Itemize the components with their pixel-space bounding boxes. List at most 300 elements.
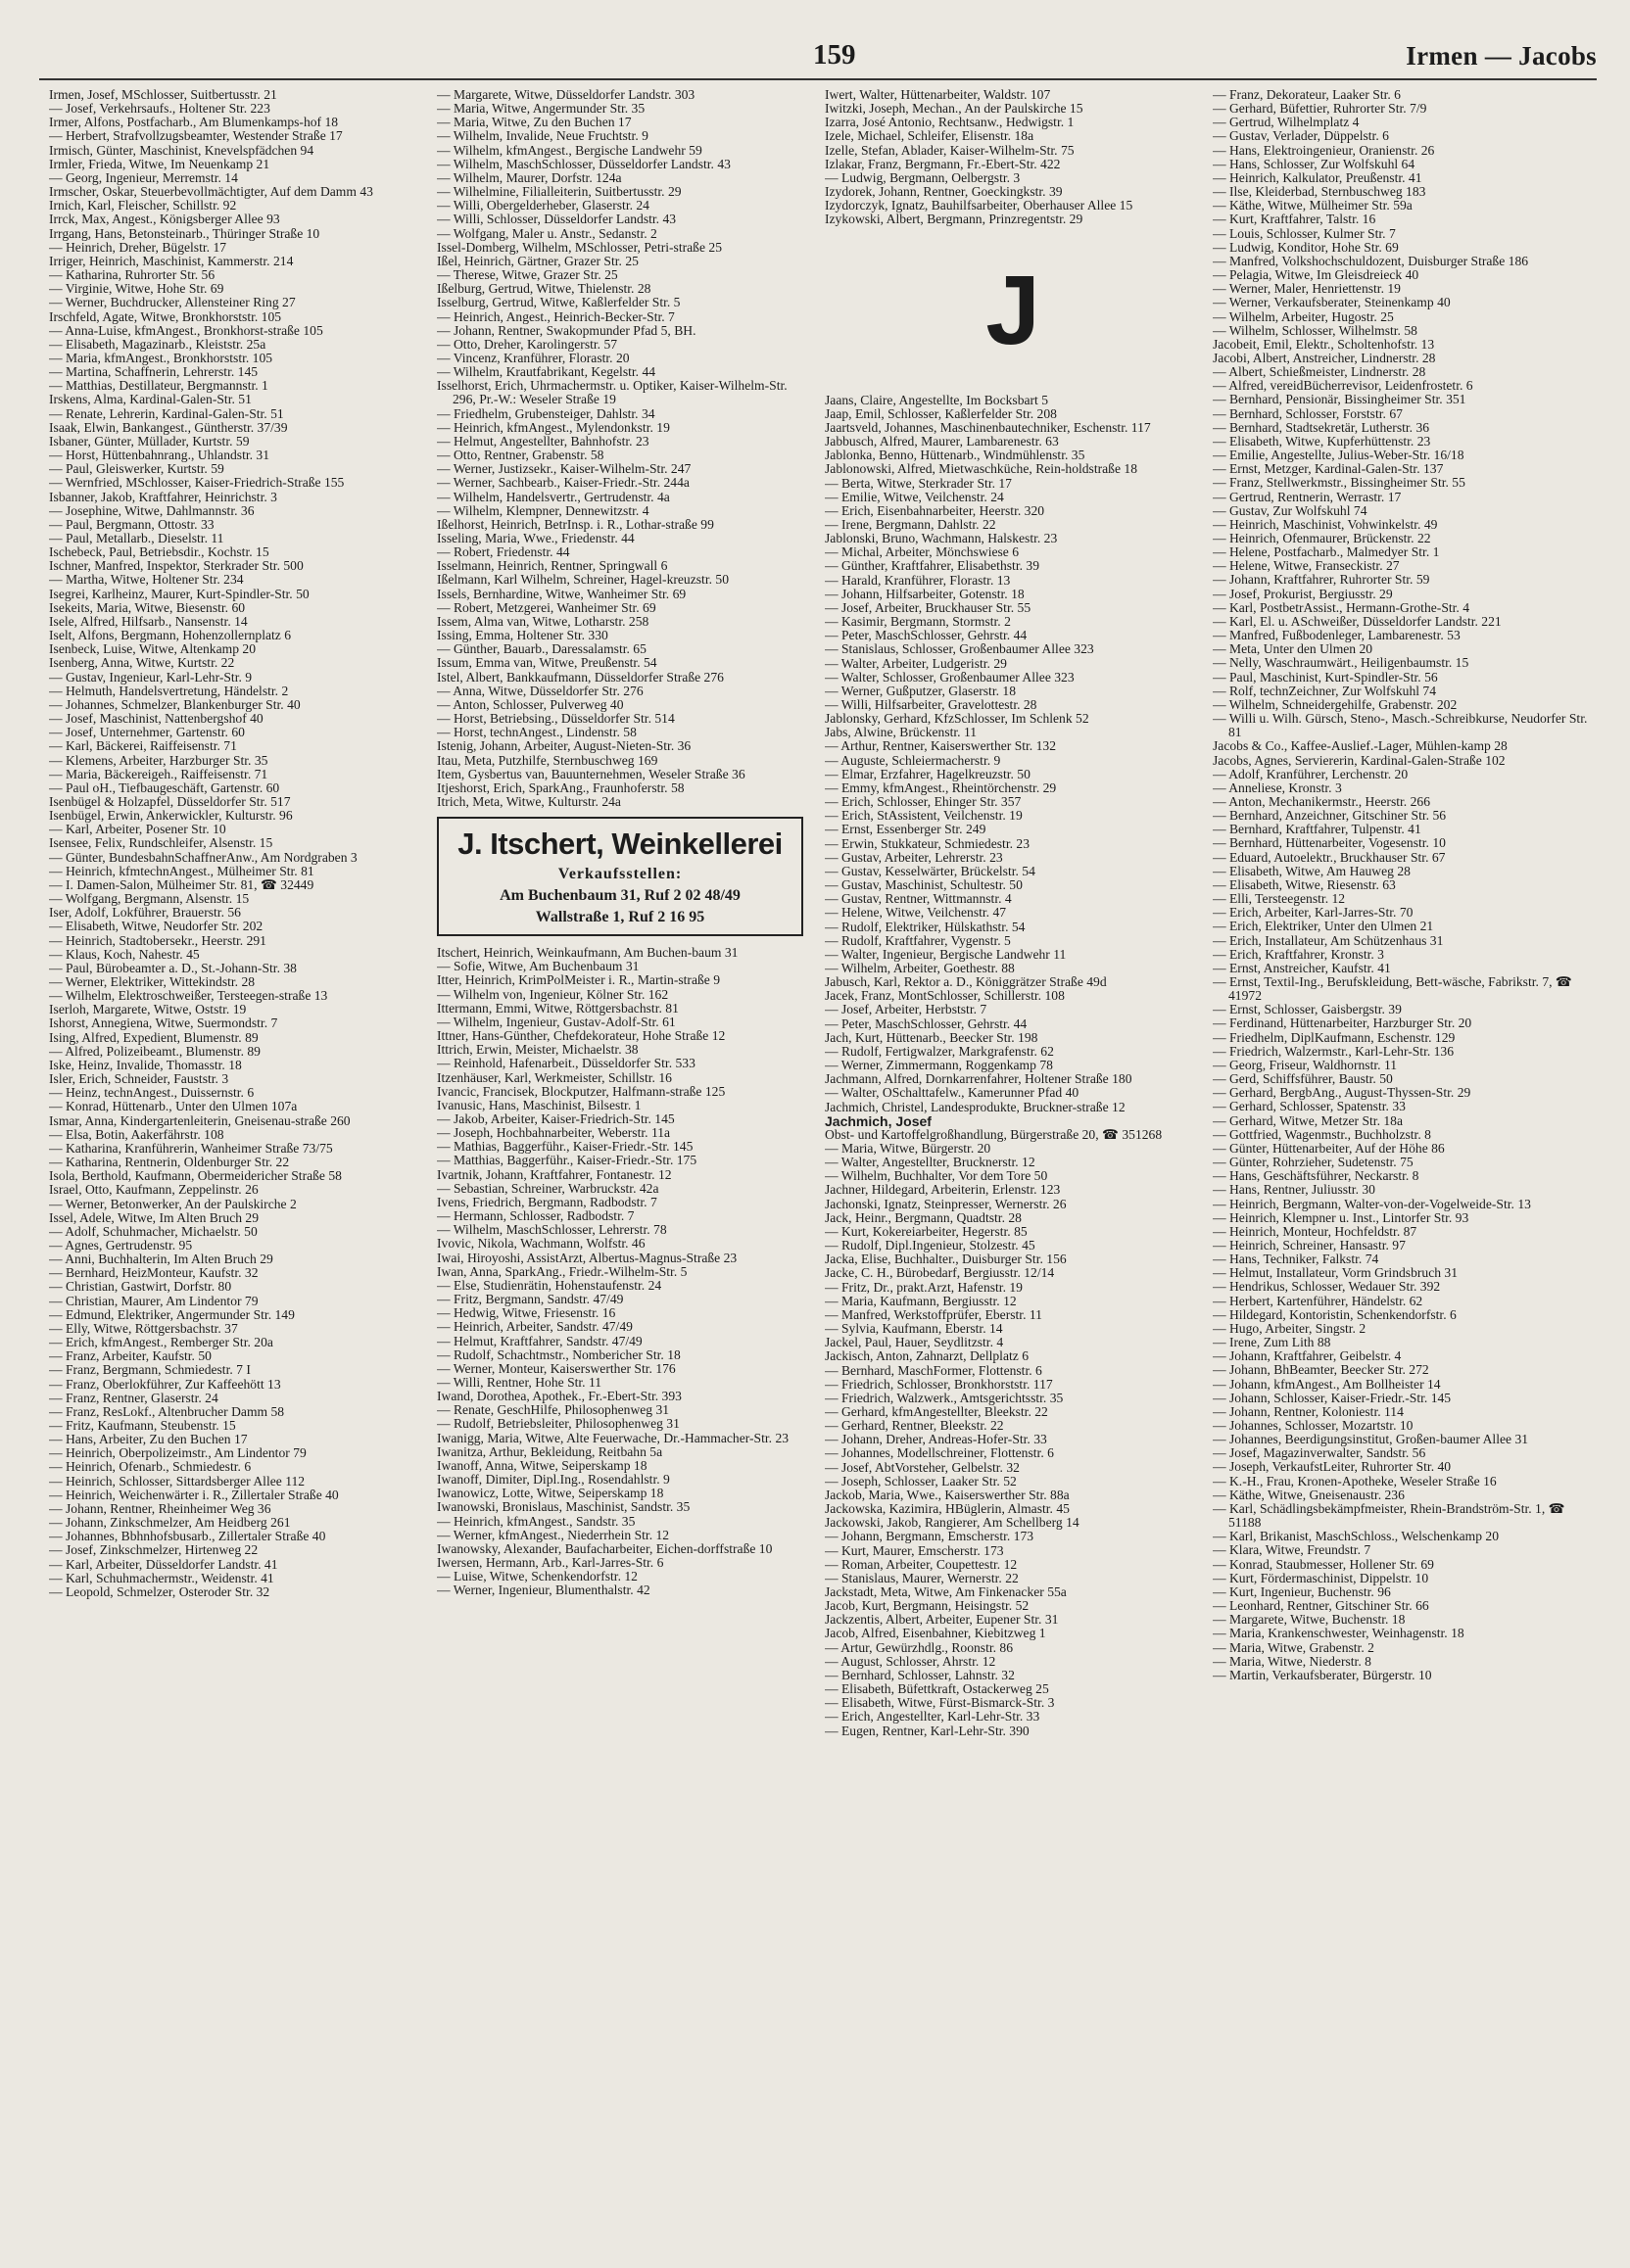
directory-entry: Isele, Alfred, Hilfsarb., Nansenstr. 14 <box>49 613 248 629</box>
directory-entry: — Harald, Kranführer, Florastr. 13 <box>825 572 1011 588</box>
directory-entry: — Werner, Elektriker, Wittekindstr. 28 <box>49 974 256 989</box>
directory-entry: — Walter, Schlosser, Großenbaumer Allee 323 <box>825 669 1075 685</box>
directory-entry: — Helmuth, Handelsvertretung, Händelstr. 2 <box>49 683 289 698</box>
directory-entry: — Karl, Schädlingsbekämpfmeister, Rhein-Brandström-Str. 1, ☎ 51188 <box>1213 1500 1565 1531</box>
directory-entry: — Erich, Angestellter, Karl-Lehr-Str. 33 <box>825 1709 1040 1725</box>
directory-entry: — Hans, Elektroingenieur, Oranienstr. 26 <box>1213 142 1435 158</box>
directory-entry: — Hans, Geschäftsführer, Neckarstr. 8 <box>1213 1168 1419 1184</box>
directory-entry: — Robert, Friedenstr. 44 <box>437 544 570 560</box>
directory-entry: — Franz, ResLokf., Altenbrucher Damm 58 <box>49 1403 285 1419</box>
directory-entry: Jackstadt, Meta, Witwe, Am Finkenacker 55a <box>825 1584 1067 1599</box>
directory-entry: Iserloh, Margarete, Witwe, Oststr. 19 <box>49 1002 247 1017</box>
directory-entry: Itter, Heinrich, KrimPolMeister i. R., Martin-straße 9 <box>437 972 721 988</box>
directory-entry: — Edmund, Elektriker, Angermunder Str. 149 <box>49 1306 295 1322</box>
directory-entry: — Günther, Bauarb., Daressalamstr. 65 <box>437 641 647 657</box>
directory-entry: Jacek, Franz, MontSchlosser, Schillerstr. 108 <box>825 988 1065 1004</box>
directory-entry: — Johann, BhBeamter, Beecker Str. 272 <box>1213 1362 1429 1378</box>
column-3-entries-bottom <box>825 1128 1201 1738</box>
directory-entry: Ivartnik, Johann, Kraftfahrer, Fontanestr. 12 <box>437 1166 672 1182</box>
directory-entry: Irnich, Karl, Fleischer, Schillstr. 92 <box>49 198 237 213</box>
directory-entry: — Heinrich, Ofenarb., Schmiedestr. 6 <box>49 1459 252 1475</box>
column-3-entries-mid <box>825 394 1201 1114</box>
directory-entry: Isselmann, Heinrich, Rentner, Springwall 6 <box>437 558 668 574</box>
directory-entry: — Anton, Schlosser, Pulverweg 40 <box>437 696 624 712</box>
directory-entry: Isler, Erich, Schneider, Fauststr. 3 <box>49 1071 229 1087</box>
directory-entry: — Willi, Obergelderheber, Glaserstr. 24 <box>437 198 649 213</box>
directory-entry: Isseling, Maria, Wwe., Friedenstr. 44 <box>437 531 635 545</box>
directory-entry: — Bernhard, Stadtsekretär, Lutherstr. 36 <box>1213 419 1430 435</box>
directory-entry: — Josef, Arbeiter, Herbststr. 7 <box>825 1002 987 1017</box>
directory-entry: — Joseph, Hochbahnarbeiter, Weberstr. 11a <box>437 1125 671 1141</box>
directory-entry: — Heinrich, Kalkulator, Preußenstr. 41 <box>1213 169 1422 185</box>
directory-entry: — Gustav, Ingenieur, Karl-Lehr-Str. 9 <box>49 669 253 685</box>
directory-entry: — Johann, Rentner, Koloniestr. 114 <box>1213 1403 1404 1419</box>
directory-entry: — Karl, El. u. ASchweißer, Düsseldorfer Landstr. 221 <box>1213 613 1502 629</box>
directory-entry: — Nelly, Waschraumwärt., Heiligenbaumstr. 15 <box>1213 655 1469 671</box>
directory-entry: — Käthe, Witwe, Mülheimer Str. 59a <box>1213 198 1413 213</box>
directory-entry: — Wilhelmine, Filialleiterin, Suitbertusstr. 29 <box>437 184 682 200</box>
directory-entry: — Matthias, Destillateur, Bergmannstr. 1 <box>49 378 268 394</box>
directory-entry: — Kasimir, Bergmann, Stormstr. 2 <box>825 614 1011 630</box>
directory-entry: — Werner, Buchdrucker, Allensteiner Ring 27 <box>49 295 296 310</box>
directory-entry: — Rudolf, Betriebsleiter, Philosophenweg 31 <box>437 1416 680 1432</box>
directory-entry: — Bernhard, Anzeichner, Gitschiner Str. 56 <box>1213 808 1447 824</box>
directory-entry: Iwai, Hiroyoshi, AssistArzt, Albertus-Magnus-Straße 23 <box>437 1250 738 1265</box>
directory-entry: — Johannes, Schlosser, Mozartstr. 10 <box>1213 1418 1414 1433</box>
directory-entry: — Erich, Kraftfahrer, Kronstr. 3 <box>1213 946 1384 962</box>
directory-entry: Issel, Adele, Witwe, Im Alten Bruch 29 <box>49 1209 260 1225</box>
directory-entry: Iwert, Walter, Hüttenarbeiter, Waldstr. 107 <box>825 88 1051 102</box>
directory-entry: — Stanislaus, Schlosser, Großenbaumer Allee 323 <box>825 641 1094 657</box>
directory-entry: Ivancic, Francisek, Blockputzer, Halfmann-straße 125 <box>437 1083 726 1099</box>
directory-entry: — Werner, Monteur, Kaiserswerther Str. 176 <box>437 1360 676 1376</box>
directory-entry: — Stanislaus, Maurer, Wernerstr. 22 <box>825 1570 1019 1585</box>
directory-entry: — Christian, Maurer, Am Lindentor 79 <box>49 1293 259 1308</box>
directory-entry: — Artur, Gewürzhdlg., Roonstr. 86 <box>825 1639 1014 1655</box>
directory-entry: — Erich, kfmAngest., Remberger Str. 20a <box>49 1335 273 1350</box>
directory-entry: Iwanigg, Maria, Witwe, Alte Feuerwache, Dr.-Hammacher-Str. 23 <box>437 1430 790 1445</box>
header-rule <box>39 78 1597 80</box>
directory-entry: — Michal, Arbeiter, Mönchswiese 6 <box>825 544 1020 560</box>
directory-entry: — Anton, Mechanikermstr., Heerstr. 266 <box>1213 793 1430 809</box>
directory-entry: — Johann, Rentner, Swakopmunder Pfad 5, BH. <box>437 322 696 338</box>
directory-entry: — Eduard, Autoelektr., Bruckhauser Str. 67 <box>1213 849 1446 865</box>
directory-entry: — Jakob, Arbeiter, Kaiser-Friedrich-Str. 145 <box>437 1111 675 1126</box>
directory-entry: Iwanowski, Bronislaus, Maschinist, Sandstr. 35 <box>437 1499 691 1515</box>
advertisement-box <box>437 817 803 936</box>
directory-entry: — Karl, Arbeiter, Düsseldorfer Landstr. 41 <box>49 1556 278 1572</box>
directory-entry: Iwanowicz, Lotte, Witwe, Seiperskamp 18 <box>437 1486 664 1501</box>
column-3 <box>825 88 1201 2262</box>
directory-entry: — Hans, Schlosser, Zur Wolfskuhl 64 <box>1213 156 1415 171</box>
directory-entry: Jachonski, Ignatz, Steinpresser, Wernerstr. 26 <box>825 1196 1067 1211</box>
directory-entry: — Günter, BundesbahnSchaffnerAnw., Am Nordgraben 3 <box>49 849 358 865</box>
directory-entry: Iwanoff, Dimiter, Dipl.Ing., Rosendahlstr. 9 <box>437 1472 670 1488</box>
directory-entry: — Paul, Gleiswerker, Kurtstr. 59 <box>49 461 224 477</box>
directory-entry: Irmler, Frieda, Witwe, Im Neuenkamp 21 <box>49 156 270 171</box>
directory-entry: — Klemens, Arbeiter, Harzburger Str. 35 <box>49 752 268 768</box>
directory-entry: — Bernhard, Kraftfahrer, Tulpenstr. 41 <box>1213 822 1421 837</box>
directory-entry: Jackowski, Jakob, Rangierer, Am Schellberg 14 <box>825 1515 1079 1531</box>
directory-entry: Jabbusch, Alfred, Maurer, Lambarenestr. 63 <box>825 434 1059 449</box>
directory-entry: — Horst, technAngest., Lindenstr. 58 <box>437 725 637 740</box>
directory-entry: — Hans, Rentner, Juliusstr. 30 <box>1213 1182 1375 1198</box>
directory-entry: Ittner, Hans-Günther, Chefdekorateur, Hohe Straße 12 <box>437 1028 726 1044</box>
directory-entry: — Elly, Witwe, Röttgersbachstr. 37 <box>49 1320 238 1336</box>
directory-entry: — Bernhard, Schlosser, Forststr. 67 <box>1213 405 1403 421</box>
directory-entry: — Erich, StAssistent, Veilchenstr. 19 <box>825 808 1023 824</box>
directory-entry: — Ernst, Textil-Ing., Berufskleidung, Bett-wäsche, Fabrikstr. 7, ☎ 41972 <box>1213 974 1572 1004</box>
directory-entry: — Gustav, Rentner, Wittmannstr. 4 <box>825 891 1012 907</box>
directory-entry: Jaans, Claire, Angestellte, Im Bocksbart 5 <box>825 392 1049 407</box>
directory-entry: — Ernst, Anstreicher, Kaufstr. 41 <box>1213 960 1391 975</box>
directory-entry: Ißelhorst, Heinrich, BetrInsp. i. R., Lothar-straße 99 <box>437 516 714 532</box>
directory-entry: — Maria, Witwe, Grabenstr. 2 <box>1213 1639 1374 1655</box>
column-2 <box>437 88 813 2262</box>
directory-entry: — Johann, Bergmann, Emscherstr. 173 <box>825 1529 1034 1544</box>
directory-entry: — Erwin, Stukkateur, Schmiedestr. 23 <box>825 835 1030 851</box>
directory-entry: — Otto, Dreher, Karolingerstr. 57 <box>437 336 618 352</box>
directory-entry: — Josef, Unternehmer, Gartenstr. 60 <box>49 725 245 740</box>
directory-entry: — Joseph, Schlosser, Laaker Str. 52 <box>825 1473 1017 1488</box>
directory-entry: — Erich, Arbeiter, Karl-Jarres-Str. 70 <box>1213 905 1414 921</box>
directory-entry: — Helmut, Kraftfahrer, Sandstr. 47/49 <box>437 1333 643 1348</box>
directory-entry: Iwitzki, Joseph, Mechan., An der Paulskirche 15 <box>825 101 1083 117</box>
directory-entry: — Heinrich, Bergmann, Walter-von-der-Vogelweide-Str. 13 <box>1213 1196 1531 1211</box>
directory-entry: — Paul oH., Tiefbaugeschäft, Gartenstr. 60 <box>49 780 280 795</box>
directory-entry: — Johannes, Modellschreiner, Flottenstr. 6 <box>825 1445 1054 1461</box>
directory-entry: Isselburg, Gertrud, Witwe, Kaßlerfelder Str. 5 <box>437 295 681 310</box>
column-1 <box>49 88 425 2262</box>
directory-entry: Ischner, Manfred, Inspektor, Sterkrader Str. 500 <box>49 558 304 574</box>
directory-entry: Jacobs, Agnes, Serviererin, Kardinal-Galen-Straße 102 <box>1213 752 1506 768</box>
directory-entry: — Maria, Witwe, Bürgerstr. 20 <box>825 1141 991 1156</box>
directory-entry: — Hans, Arbeiter, Zu den Buchen 17 <box>49 1432 248 1447</box>
directory-entry: Jabusch, Karl, Rektor a. D., Königgrätzer Straße 49d <box>825 974 1107 990</box>
directory-entry: — Gerd, Schiffsführer, Baustr. 50 <box>1213 1071 1393 1087</box>
directory-entry: — Manfred, Werkstoffprüfer, Eberstr. 11 <box>825 1306 1042 1322</box>
directory-entry: — Josef, Prokurist, Bergiusstr. 29 <box>1213 586 1393 601</box>
directory-entry: — Franz, Arbeiter, Kaufstr. 50 <box>49 1348 212 1364</box>
directory-entry: Izydorek, Johann, Rentner, Goeckingkstr. 39 <box>825 184 1063 200</box>
directory-entry: — Irene, Bergmann, Dahlstr. 22 <box>825 516 996 532</box>
directory-entry: Jablonsky, Gerhard, KfzSchlosser, Im Schlenk 52 <box>825 711 1089 727</box>
directory-entry: — Auguste, Schleiermacherstr. 9 <box>825 752 1001 768</box>
directory-entry: — Matthias, Baggerführ., Kaiser-Friedr.-Str. 175 <box>437 1153 697 1168</box>
directory-entry: — Gerhard, kfmAngestellter, Bleekstr. 22 <box>825 1403 1048 1419</box>
directory-entry: — Elsa, Botin, Aakerfährstr. 108 <box>49 1126 224 1142</box>
directory-entry: — Elli, Tersteegenstr. 12 <box>1213 891 1346 907</box>
directory-entry: — Maria, Witwe, Niederstr. 8 <box>1213 1653 1371 1669</box>
directory-entry: — Walter, Arbeiter, Ludgeristr. 29 <box>825 655 1007 671</box>
directory-entry: — Rudolf, Elektriker, Hülskathstr. 54 <box>825 919 1026 934</box>
directory-entry: — Gerhard, Büfettier, Ruhrorter Str. 7/9 <box>1213 101 1427 117</box>
directory-entry: — Gerhard, Schlosser, Spatenstr. 33 <box>1213 1099 1406 1114</box>
directory-entry: — Werner, Zimmermann, Roggenkamp 78 <box>825 1058 1053 1073</box>
directory-entry: — Emilie, Witwe, Veilchenstr. 24 <box>825 489 1004 504</box>
directory-entry: — Gustav, Verlader, Düppelstr. 6 <box>1213 128 1389 144</box>
directory-entry: — Margarete, Witwe, Buchenstr. 18 <box>1213 1612 1406 1628</box>
directory-entry: Jaap, Emil, Schlosser, Kaßlerfelder Str. 208 <box>825 405 1057 421</box>
directory-entry: — Albert, Schießmeister, Lindnerstr. 28 <box>1213 364 1426 380</box>
directory-entry: — Johann, Rentner, Rheinheimer Weg 36 <box>49 1500 271 1516</box>
directory-entry: — Wilhelm, Invalide, Neue Fruchtstr. 9 <box>437 128 648 144</box>
directory-entry: — Konrad, Staubmesser, Hollener Str. 69 <box>1213 1556 1434 1572</box>
directory-entry: — Paul, Bergmann, Ottostr. 33 <box>49 516 215 532</box>
directory-entry: — Helmut, Installateur, Vorm Grindsbruch 31 <box>1213 1265 1459 1281</box>
directory-entry: — Heinrich, kfmtechnAngest., Mülheimer Str. 81 <box>49 863 314 878</box>
directory-entry: Iwanowsky, Alexander, Baufacharbeiter, Eichen-dorffstraße 10 <box>437 1540 773 1556</box>
directory-entry: — Friedhelm, DiplKaufmann, Eschenstr. 129 <box>1213 1029 1456 1045</box>
directory-entry: — Elisabeth, Witwe, Neudorfer Str. 202 <box>49 919 264 934</box>
directory-entry: Isenbügel, Erwin, Ankerwickler, Kulturstr. 96 <box>49 808 293 824</box>
directory-entry: — Ludwig, Bergmann, Oelbergstr. 3 <box>825 169 1021 185</box>
directory-entry: — Leopold, Schmelzer, Osteroder Str. 32 <box>49 1583 270 1599</box>
directory-entry: Itschert, Heinrich, Weinkaufmann, Am Buchen-baum 31 <box>437 945 739 961</box>
directory-entry: — Heinrich, Monteur, Hochfeldstr. 87 <box>1213 1223 1417 1239</box>
directory-entry: — Heinrich, Oberpolizeimstr., Am Lindentor 79 <box>49 1445 307 1461</box>
directory-entry: Jackowska, Kazimira, HBüglerin, Almastr. 45 <box>825 1501 1070 1517</box>
directory-entry: — Erich, Schlosser, Ehinger Str. 357 <box>825 794 1022 810</box>
directory-entry: — Anni, Buchhalterin, Im Alten Bruch 29 <box>49 1252 273 1267</box>
directory-entry: — Josef, Zinkschmelzer, Hirtenweg 22 <box>49 1542 259 1558</box>
directory-entry: Ivanusic, Hans, Maschinist, Bilsestr. 1 <box>437 1097 642 1112</box>
directory-entry: — Paul, Bürobeamter a. D., St.-Johann-Str. 38 <box>49 960 297 975</box>
directory-entry: Isselhorst, Erich, Uhrmachermstr. u. Optiker, Kaiser-Wilhelm-Str. 296, Pr.-W.: Weseler Straße 19 <box>437 378 788 407</box>
directory-entry: Jachmich, Christel, Landesprodukte, Bruckner-straße 12 <box>825 1099 1126 1114</box>
directory-entry: — Klara, Witwe, Freundstr. 7 <box>1213 1542 1371 1558</box>
directory-entry: — Rudolf, Kraftfahrer, Vygenstr. 5 <box>825 932 1011 948</box>
directory-entry: — Josef, Arbeiter, Bruckhauser Str. 55 <box>825 599 1031 615</box>
directory-entry: — Helene, Witwe, Veilchenstr. 47 <box>825 905 1007 921</box>
directory-entry: — Heinrich, Angest., Heinrich-Becker-Str. 7 <box>437 308 675 324</box>
directory-entry: — Ernst, Essenberger Str. 249 <box>825 822 986 837</box>
directory-entry: — Reinhold, Hafenarbeit., Düsseldorfer Str. 533 <box>437 1056 695 1071</box>
directory-entry: Itrich, Meta, Witwe, Kulturstr. 24a <box>437 793 621 809</box>
directory-entry: Iser, Adolf, Lokführer, Brauerstr. 56 <box>49 905 241 921</box>
directory-entry: Iske, Heinz, Invalide, Thomasstr. 18 <box>49 1057 242 1072</box>
directory-entry: — Werner, Justizsekr., Kaiser-Wilhelm-Str. 247 <box>437 461 692 477</box>
directory-entry: Issem, Alma van, Witwe, Lotharstr. 258 <box>437 613 649 629</box>
directory-entry: — Gustav, Zur Wolfskuhl 74 <box>1213 502 1367 518</box>
directory-entry: — Agnes, Gertrudenstr. 95 <box>49 1237 193 1252</box>
directory-entry: — Josef, Magazinverwalter, Sandstr. 56 <box>1213 1445 1426 1461</box>
directory-entry: — Klaus, Koch, Nahestr. 45 <box>49 946 200 962</box>
directory-entry: Izlakar, Franz, Bergmann, Fr.-Ebert-Str. 422 <box>825 156 1061 171</box>
directory-entry: — Wilhelm, Buchhalter, Vor dem Tore 50 <box>825 1168 1048 1184</box>
directory-entry: — Wilhelm, Krautfabrikant, Kegelstr. 44 <box>437 364 656 380</box>
directory-entry: — Kurt, Maurer, Emscherstr. 173 <box>825 1542 1004 1558</box>
directory-entry: — Gustav, Kesselwärter, Brückelstr. 54 <box>825 863 1035 878</box>
directory-entry: — Wilhelm, Ingenieur, Gustav-Adolf-Str. 61 <box>437 1014 676 1029</box>
directory-entry: — Franz, Stellwerkmstr., Bissingheimer Str. 55 <box>1213 475 1465 491</box>
directory-entry: Istel, Albert, Bankkaufmann, Düsseldorfer Straße 276 <box>437 669 724 685</box>
directory-entry: — Meta, Unter den Ulmen 20 <box>1213 641 1373 657</box>
directory-entry: — Wilhelm, Schneidergehilfe, Grabenstr. 202 <box>1213 696 1458 712</box>
directory-entry: — Wilhelm, kfmAngest., Bergische Landwehr 59 <box>437 142 702 158</box>
directory-entry: Iwanitza, Arthur, Bekleidung, Reitbahn 5a <box>437 1443 663 1459</box>
directory-entry: — I. Damen-Salon, Mülheimer Str. 81, ☎ 32449 <box>49 876 314 892</box>
directory-entry: — Friedhelm, Grubensteiger, Dahlstr. 34 <box>437 405 655 421</box>
directory-entry: — Heinrich, kfmAngest., Mylendonkstr. 19 <box>437 419 670 435</box>
directory-entry: Isensee, Felix, Rundschleifer, Alsenstr. 15 <box>49 835 273 851</box>
directory-entry: — Leonhard, Rentner, Gitschiner Str. 66 <box>1213 1598 1429 1614</box>
ad-line-2: Wallstraße 1, Ruf 2 16 95 <box>535 909 705 926</box>
directory-entry: — Willi, Hilfsarbeiter, Gravelottestr. 28 <box>825 697 1037 712</box>
directory-entry: Iselt, Alfons, Bergmann, Hohenzollernplatz 6 <box>49 628 292 643</box>
directory-entry: — Wilhelm, MaschSchlosser, Düsseldorfer Landstr. 43 <box>437 156 731 171</box>
directory-entry: — Elisabeth, Witwe, Kupferhüttenstr. 23 <box>1213 433 1431 449</box>
directory-entry: — Martina, Schaffnerin, Lehrerstr. 145 <box>49 364 259 380</box>
directory-entry: — Werner, Betonwerker, An der Paulskirche 2 <box>49 1196 297 1211</box>
directory-entry: — Wolfgang, Bergmann, Alsenstr. 15 <box>49 891 250 907</box>
directory-entry: — Hildegard, Kontoristin, Schenkendorfstr. 6 <box>1213 1306 1457 1322</box>
directory-entry: — Werner, kfmAngest., Niederrhein Str. 12 <box>437 1527 670 1542</box>
directory-entry: — Johann, Dreher, Andreas-Hofer-Str. 33 <box>825 1432 1047 1447</box>
directory-entry: — Kurt, Kokereiarbeiter, Hegerstr. 85 <box>825 1223 1028 1239</box>
directory-entry: — Hermann, Schlosser, Radbodstr. 7 <box>437 1208 635 1224</box>
directory-entry: — Arthur, Rentner, Kaiserswerther Str. 132 <box>825 738 1056 754</box>
directory-entry: Isekeits, Maria, Witwe, Biesenstr. 60 <box>49 599 246 615</box>
page-number: 159 <box>813 39 856 71</box>
directory-entry: — Renate, Lehrerin, Kardinal-Galen-Str. 51 <box>49 405 284 421</box>
directory-entry: — Gerhard, BergbAng., August-Thyssen-Str. 29 <box>1213 1085 1471 1101</box>
directory-entry: Irmisch, Günter, Maschinist, Knevelspfädchen 94 <box>49 142 314 158</box>
directory-entry: — Franz, Rentner, Glaserstr. 24 <box>49 1390 218 1405</box>
directory-entry: Irmscher, Oskar, Steuerbevollmächtigter, Auf dem Damm 43 <box>49 184 373 200</box>
directory-entry: — Wilhelm, Handelsvertr., Gertrudenstr. 4a <box>437 489 670 504</box>
column-2-entries-top <box>437 88 813 809</box>
directory-entry: — Wilhelm, Klempner, Dennewitzstr. 4 <box>437 502 649 518</box>
directory-entry: — Anneliese, Kronstr. 3 <box>1213 780 1342 795</box>
directory-entry: Jach, Kurt, Hüttenarb., Beecker Str. 198 <box>825 1029 1038 1045</box>
directory-entry: Obst- und Kartoffelgroßhandlung, Bürgerstraße 20, ☎ 351268 <box>825 1126 1163 1142</box>
directory-entry: — Gustav, Maschinist, Schultestr. 50 <box>825 877 1023 893</box>
directory-entry: — Martin, Verkaufsberater, Bürgerstr. 10 <box>1213 1667 1432 1682</box>
directory-entry: — Wilhelm, Arbeiter, Goethestr. 88 <box>825 960 1015 975</box>
directory-entry: Iwand, Dorothea, Apothek., Fr.-Ebert-Str. 393 <box>437 1389 682 1404</box>
directory-entry: — Joseph, VerkaufstLeiter, Ruhrorter Str. 40 <box>1213 1459 1452 1475</box>
directory-entry: Izele, Michael, Schleifer, Elisenstr. 18a <box>825 128 1034 144</box>
directory-entry: — Louis, Schlosser, Kulmer Str. 7 <box>1213 225 1396 241</box>
directory-entry: — Ilse, Kleiderbad, Sternbuschweg 183 <box>1213 184 1426 200</box>
directory-entry: Isenberg, Anna, Witwe, Kurtstr. 22 <box>49 655 235 671</box>
directory-entry: — Gerhard, Witwe, Metzer Str. 18a <box>1213 1112 1403 1128</box>
page-header <box>39 35 1597 76</box>
column-3-entries-top <box>825 88 1201 227</box>
directory-entry: — Karl, Brikanist, MaschSchloss., Welschenkamp 20 <box>1213 1529 1500 1544</box>
directory-entry: — Karl, Bäckerei, Raiffeisenstr. 71 <box>49 738 237 754</box>
directory-entry: — Martha, Witwe, Holtener Str. 234 <box>49 572 244 588</box>
directory-entry: Irrgang, Hans, Betonsteinarb., Thüringer Straße 10 <box>49 225 320 241</box>
directory-entry: — Karl, Arbeiter, Posener Str. 10 <box>49 822 226 837</box>
directory-entry: — Bernhard, Pensionär, Bissingheimer Str. 351 <box>1213 392 1466 407</box>
directory-entry: — Hans, Techniker, Falkstr. 74 <box>1213 1252 1379 1267</box>
directory-entry: — Paul, Metallarb., Dieselstr. 11 <box>49 531 224 545</box>
directory-entry: — Wilhelm, Schlosser, Wilhelmstr. 58 <box>1213 322 1417 338</box>
directory-entry: — Katharina, Kranführerin, Wanheimer Straße 73/75 <box>49 1140 333 1156</box>
directory-entry: Issing, Emma, Holtener Str. 330 <box>437 628 608 643</box>
directory-entry: Jackzentis, Albert, Arbeiter, Eupener Str. 31 <box>825 1612 1059 1628</box>
directory-entry: Isola, Berthold, Kaufmann, Obermeidericher Straße 58 <box>49 1168 342 1184</box>
directory-entry: Istenig, Johann, Arbeiter, August-Nieten-Str. 36 <box>437 738 692 754</box>
directory-entry: — Johannes, Schmelzer, Blankenburger Str. 40 <box>49 696 301 712</box>
directory-entry: — Walter, Ingenieur, Bergische Landwehr 11 <box>825 946 1067 962</box>
directory-entry: — Wilhelm, Maurer, Dorfstr. 124a <box>437 169 622 185</box>
directory-entry: — Friedrich, Schlosser, Bronkhorststr. 117 <box>825 1376 1053 1392</box>
directory-entry: — Heinrich, kfmAngest., Sandstr. 35 <box>437 1513 636 1529</box>
directory-entry: — Vincenz, Kranführer, Florastr. 20 <box>437 350 630 365</box>
directory-entry: — Anna, Witwe, Düsseldorfer Str. 276 <box>437 683 644 698</box>
directory-entry: — Heinrich, Maschinist, Vohwinkelstr. 49 <box>1213 516 1438 532</box>
directory-entry: — Rudolf, Dipl.Ingenieur, Stolzestr. 45 <box>825 1238 1035 1253</box>
directory-entry: — Werner, Sachbearb., Kaiser-Friedr.-Str. 244a <box>437 475 690 491</box>
directory-entry: — Karl, PostbetrAssist., Hermann-Grothe-Str. 4 <box>1213 599 1470 615</box>
directory-entry: — Gottfried, Wagenmstr., Buchholzstr. 8 <box>1213 1126 1431 1142</box>
directory-entry: — Peter, MaschSchlosser, Gehrstr. 44 <box>825 1016 1028 1031</box>
directory-entry: Izelle, Stefan, Ablader, Kaiser-Wilhelm-Str. 75 <box>825 142 1075 158</box>
directory-entry: — Erich, Eisenbahnarbeiter, Heerstr. 320 <box>825 502 1045 518</box>
directory-entry: Ißel, Heinrich, Gärtner, Grazer Str. 25 <box>437 253 639 268</box>
directory-entry: — Johann, Schlosser, Kaiser-Friedr.-Str. 145 <box>1213 1390 1452 1405</box>
directory-entry: — Fritz, Bergmann, Sandstr. 47/49 <box>437 1292 624 1307</box>
directory-entry: Isenbeck, Luise, Witwe, Altenkamp 20 <box>49 641 256 657</box>
directory-entry: Jacobeit, Emil, Elektr., Scholtenhofstr. 13 <box>1213 336 1435 352</box>
directory-entry: Item, Gysbertus van, Bauunternehmen, Weseler Straße 36 <box>437 766 745 781</box>
directory-entry: — Therese, Witwe, Grazer Str. 25 <box>437 267 618 283</box>
directory-entry: — Bernhard, MaschFormer, Flottenstr. 6 <box>825 1362 1042 1378</box>
directory-entry: — Johann, Zinkschmelzer, Am Heidberg 261 <box>49 1515 291 1531</box>
directory-entry: — Maria, Witwe, Angermunder Str. 35 <box>437 101 646 117</box>
directory-entry: Itau, Meta, Putzhilfe, Sternbuschweg 169 <box>437 752 658 768</box>
directory-entry: — Bernhard, Schlosser, Lahnstr. 32 <box>825 1667 1015 1682</box>
directory-entry: Irmen, Josef, MSchlosser, Suitbertusstr. 21 <box>49 88 277 102</box>
directory-entry: — Berta, Witwe, Sterkrader Str. 17 <box>825 475 1012 491</box>
directory-entry: — Josef, Maschinist, Nattenbergshof 40 <box>49 711 264 727</box>
directory-entry: — Maria, kfmAngest., Bronkhorststr. 105 <box>49 350 273 365</box>
directory-entry: — Horst, Betriebsing., Düsseldorfer Str. 514 <box>437 711 675 727</box>
column-2-entries-bottom <box>437 946 813 1597</box>
directory-entry: — Alfred, Polizeibeamt., Blumenstr. 89 <box>49 1043 261 1059</box>
directory-entry: — Rudolf, Schachtmstr., Nombericher Str. 18 <box>437 1347 681 1362</box>
directory-entry: — Heinrich, Dreher, Bügelstr. 17 <box>49 239 227 255</box>
directory-entry: — Karl, Schuhmachermstr., Weidenstr. 41 <box>49 1570 274 1585</box>
directory-entry: Ittermann, Emmi, Witwe, Röttgersbachstr. 81 <box>437 1000 679 1016</box>
directory-entry: — Adolf, Kranführer, Lerchenstr. 20 <box>1213 766 1409 781</box>
directory-entry: — Willi, Schlosser, Düsseldorfer Landstr. 43 <box>437 212 677 227</box>
directory-entry: — Ernst, Schlosser, Gaisbergstr. 39 <box>1213 1002 1402 1017</box>
directory-entry: Iwanoff, Anna, Witwe, Seiperskamp 18 <box>437 1457 647 1473</box>
directory-entry: — Eugen, Rentner, Karl-Lehr-Str. 390 <box>825 1723 1030 1738</box>
directory-entry: Jacobs & Co., Kaffee-Auslief.-Lager, Mühlen-kamp 28 <box>1213 738 1508 754</box>
directory-entry: — Sofie, Witwe, Am Buchenbaum 31 <box>437 959 640 974</box>
directory-entry: Isegrei, Karlheinz, Maurer, Kurt-Spindler-Str. 50 <box>49 586 310 601</box>
directory-entry: Jackel, Paul, Hauer, Seydlitzstr. 4 <box>825 1335 1004 1350</box>
directory-entry: — Kurt, Ingenieur, Buchenstr. 96 <box>1213 1583 1391 1599</box>
running-head: Irmen — Jacobs <box>1406 41 1597 71</box>
directory-entry: Ittrich, Erwin, Meister, Michaelstr. 38 <box>437 1042 639 1058</box>
directory-entry: — Bernhard, HeizMonteur, Kaufstr. 32 <box>49 1265 259 1281</box>
directory-entry: — Emmy, kfmAngest., Rheintörchenstr. 29 <box>825 780 1057 795</box>
directory-entry: Iwersen, Hermann, Arb., Karl-Jarres-Str. 6 <box>437 1555 664 1570</box>
directory-entry: Itjeshorst, Erich, SparkAng., Fraunhoferstr. 58 <box>437 780 685 795</box>
directory-entry: Jaartsveld, Johannes, Maschinenbautechniker, Eschenstr. 117 <box>825 419 1151 435</box>
directory-entry: — Werner, Verkaufsberater, Steinenkamp 40 <box>1213 295 1451 310</box>
directory-entry: — Werner, Ingenieur, Blumenthalstr. 42 <box>437 1583 650 1598</box>
directory-entry: — Katharina, Ruhrorter Str. 56 <box>49 267 216 283</box>
directory-entry: — Günter, Rohrzieher, Sudetenstr. 75 <box>1213 1155 1414 1170</box>
directory-entry: — Josef, AbtVorsteher, Gelbelstr. 32 <box>825 1459 1020 1475</box>
